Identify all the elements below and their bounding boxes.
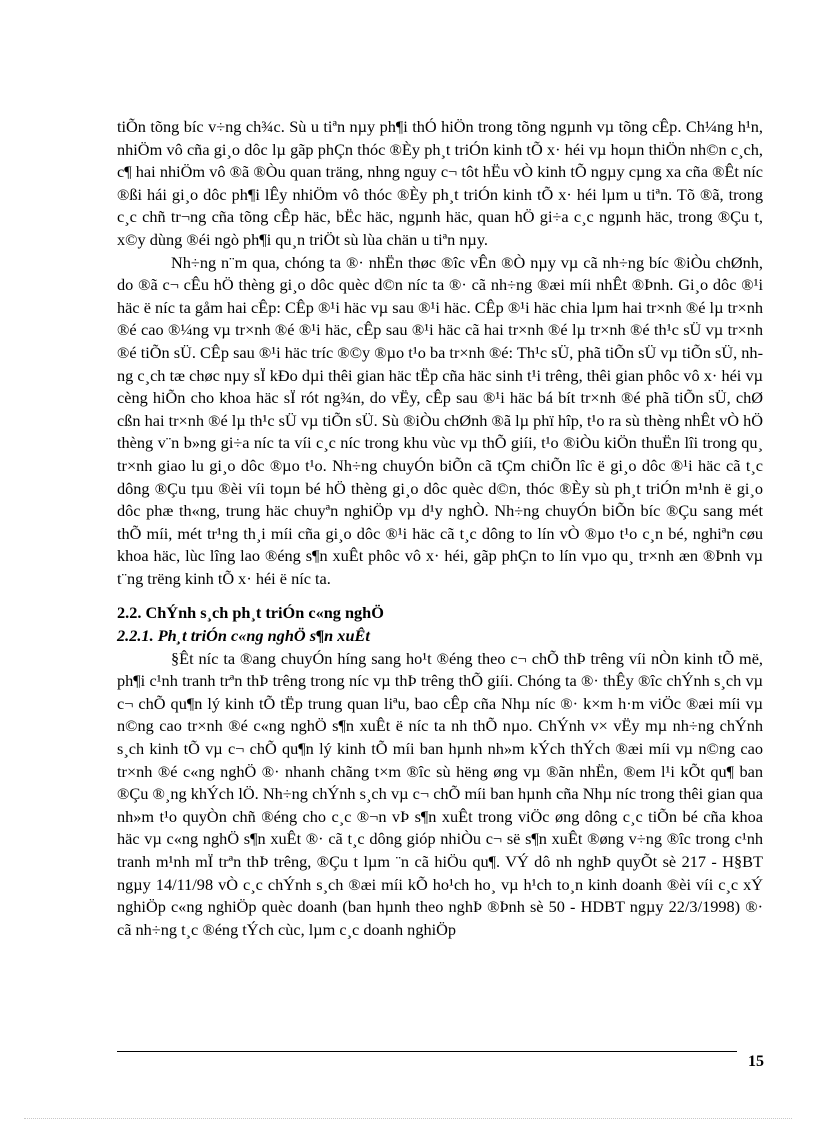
page-number: 15 bbox=[748, 1053, 764, 1070]
paragraph-3: §Êt níc ta ®ang chuyÓn híng sang ho¹t ®éng theo c¬ chÕ thÞ trêng víi nÒn kinh tÕ më, ph¶i c¹nh tranh trªn thÞ trêng trong níc vµ thÞ trêng thÕ giíi. Chóng ta ®· thÊy ®îc chÝnh s¸ch vµ c¬ chÕ qu¶n lý kinh tÕ tËp trung quan liªu, bao cÊp cña Nhµ níc ®· k×m h·m viÖc ®æi míi vµ n©ng cao tr×nh ®é c«ng nghÖ s¶n xuÊt ë níc ta nh thÕ nµo. ChÝnh v× vËy mµ nh÷ng chÝnh s¸ch kinh tÕ vµ c¬ chÕ qu¶n lý kinh tÕ míi ban hµnh nh»m kÝch thÝch ®æi míi vµ n©ng cao tr×nh ®é c«ng nghÖ ®· nhanh chãng t×m ®îc sù hëng øng vµ ®ãn nhËn, ®em l¹i kÕt qu¶ ban ®Çu ®¸ng khÝch lÖ. Nh÷ng chÝnh s¸ch vµ c¬ chÕ míi ban hµnh cña Nhµ níc trong thêi gian qua nh»m t¹o quyÒn chñ ®éng cho c¸c ®¬n vÞ s¶n xuÊt trong viÖc øng dông c¸c tiÕn bé cña khoa häc vµ c«ng nghÖ s¶n xuÊt ®· cã t¸c dông gióp nhiÒu c¬ së s¶n xuÊt ®øng v÷ng ®îc trong c¹nh tranh m¹nh mÏ trªn thÞ trêng, ®Çu t lµm ¨n cã hiÖu qu¶. VÝ dô nh nghÞ quyÕt sè 217 - H§BT ngµy 14/11/98 vÒ c¸c chÝnh s¸ch ®æi míi kÕ ho¹ch ho¸ vµ h¹ch to¸n kinh doanh ®èi víi c¸c xÝ nghiÖp c«ng nghiÖp quèc doanh (ban hµnh theo nghÞ ®Þnh sè 50 - HDBT ngµy 22/3/1998) ®· cã nh÷ng t¸c ®éng tÝch cùc, lµm c¸c doanh nghiÖp bbox=[117, 648, 763, 939]
paragraph-2: Nh÷ng n¨m qua, chóng ta ®· nhËn thøc ®îc vÊn ®Ò nµy vµ cã nh÷ng bíc ®iÒu chØnh, do ®ã c¬ cÊu hÖ thèng gi¸o dôc quèc d©n níc ta ®· cã nh÷ng ®æi míi nhÊt ®Þnh. Gi¸o dôc ®¹i häc ë níc ta gåm hai cÊp: CÊp ®¹i häc vµ sau ®¹i häc. CÊp ®¹i häc chia lµm hai tr×nh ®é lµ tr×nh ®é cao ®¼ng vµ tr×nh ®é ®¹i häc, cÊp sau ®¹i häc cã hai tr×nh ®é lµ tr×nh ®é th¹c sÜ vµ tr×nh ®é tiÕn sÜ. CÊp sau ®¹i häc tríc ®©y ®µo t¹o ba tr×nh ®é: Th¹c sÜ, phã tiÕn sÜ vµ tiÕn sÜ, nhng c¸ch tæ chøc nµy sÏ kÐo dµi thêi gian häc tËp cña häc sinh t¹i trêng, thêi gian phôc vô x· héi vµ cèng hiÕn cho khoa häc sÏ rót ng¾n, do vËy, cÊp sau ®¹i häc bá bít tr×nh ®é phã tiÕn sÜ, chØ cßn hai tr×nh ®é lµ th¹c sÜ vµ tiÕn sÜ. Sù ®iÒu chØnh ®ã lµ phï hîp, t¹o ra sù thèng nhÊt vÒ hÖ thèng v¨n b»ng gi÷a níc ta víi c¸c níc trong khu vùc vµ thÕ giíi, t¹o ®iÒu kiÖn thuËn lîi trong qu¸ tr×nh giao lu gi¸o dôc ®µo t¹o. Nh÷ng chuyÓn biÕn cã tÇm chiÕn lîc ë gi¸o dôc ®¹i häc cã t¸c dông ®Çu tµu ®èi víi toµn bé hÖ thèng gi¸o dôc quèc d©n, thóc ®Èy sù ph¸t triÓn m¹nh ë gi¸o dôc phæ th«ng, trung häc chuyªn nghiÖp vµ d¹y nghÒ. Nh÷ng chuyÓn biÕn bíc ®Çu sang mét thÕ míi, mét tr¹ng th¸i míi cña gi¸o dôc ®¹i häc cã t¸c dông to lín vÒ ®µo t¹o c¸n bé, nghiªn cøu khoa häc, lùc lîng lao ®éng s¶n xuÊt phôc vô x· héi, gãp phÇn to lín vµo qu¸ tr×nh æn ®Þnh vµ t¨ng trëng kinh tÕ x· héi ë níc ta. bbox=[117, 252, 763, 588]
paragraph-1: tiÕn tõng bíc v÷ng ch¾c. Sù u tiªn nµy ph¶i thÓ hiÖn trong tõng ngµnh vµ tõng cÊp. Ch¼ng h¹n, nhiÖm vô cña gi¸o dôc lµ gãp phÇn thóc ®Èy ph¸t triÓn kinh tÕ x· héi vµ hoµn thiÖn nh©n c¸ch, c¶ hai nhiÖm vô ®ã ®Òu quan träng, nhng nguy c¬ tôt hËu vÒ kinh tÕ ngµy cµng xa cña ®Êt níc ®ßi hái gi¸o dôc ph¶i lÊy nhiÖm vô thóc ®Èy ph¸t triÓn kinh tÕ x· héi lµm u tiªn. Tõ ®ã, trong c¸c chñ tr¬ng cña tõng cÊp häc, bËc häc, ngµnh häc, quan hÖ gi÷a c¸c ngµnh häc, trong ®Çu t, x©y dùng ®éi ngò ph¶i qu¸n triÖt sù lùa chän u tiªn nµy. bbox=[117, 117, 763, 249]
footer-divider bbox=[117, 1051, 737, 1052]
subsection-heading: 2.2.1. Ph¸t triÓn c«ng nghÖ s¶n xuÊt bbox=[117, 626, 370, 646]
section-heading: 2.2. ChÝnh s¸ch ph¸t triÓn c«ng nghÖ bbox=[117, 603, 384, 623]
page-bottom-border bbox=[24, 1118, 792, 1119]
document-body bbox=[117, 116, 763, 941]
